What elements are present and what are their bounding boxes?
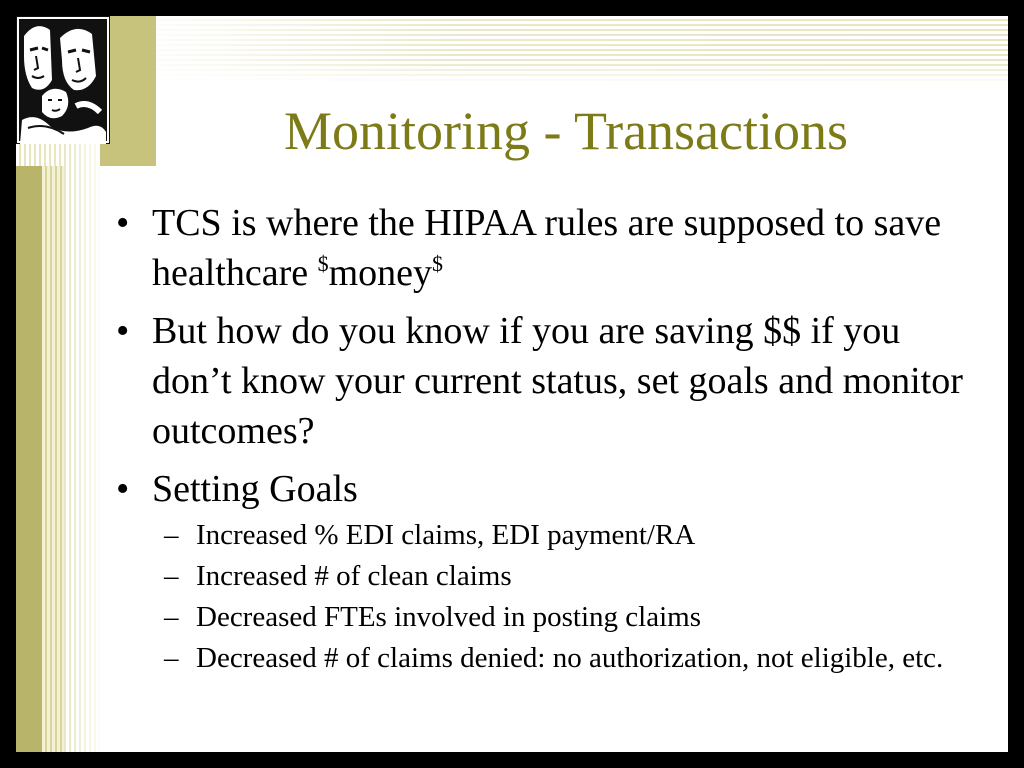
bullet-item (108, 198, 988, 298)
bullet-text: Setting Goals (152, 468, 358, 510)
slide-title: Monitoring - Transactions (283, 101, 849, 161)
sub-bullet-text: Decreased FTEs involved in posting claims (196, 601, 701, 633)
bullet-item (108, 306, 988, 456)
slide-canvas (16, 16, 1008, 752)
sub-bullet-mark: – (164, 642, 179, 674)
family-woodcut-logo-icon (16, 16, 110, 144)
left-stripe-bar-decoration (42, 166, 64, 752)
superscript-dollar: $ (432, 251, 444, 276)
sub-bullet-mark: – (164, 519, 179, 551)
sub-bullet-mark: – (164, 601, 179, 633)
sub-bullet-text: Increased % EDI claims, EDI payment/RA (196, 519, 696, 551)
sub-bullet-item (108, 641, 988, 675)
bullet-mark: • (116, 202, 130, 244)
sub-bullet-text: Increased # of clean claims (196, 560, 512, 592)
bullet-mark: • (116, 468, 130, 510)
bullet-item (108, 464, 988, 514)
sub-bullet-mark: – (164, 560, 179, 592)
left-solid-bar-decoration (16, 166, 42, 752)
sub-bullet-item (108, 518, 988, 552)
bullet-emphasis: money (328, 252, 433, 294)
top-stripe-decoration (156, 16, 1008, 82)
bullet-text: TCS is where the HIPAA rules are supposed to save healthcare (152, 202, 942, 294)
bullet-text: But how do you know if you are saving $$ if you don’t know your current status, set goals and monitor outcomes? (152, 310, 963, 452)
bullet-mark: • (116, 310, 130, 352)
sub-bullet-item (108, 600, 988, 634)
sub-bullet-item (108, 559, 988, 593)
sub-bullet-text: Decreased # of claims denied: no authorization, not eligible, etc. (196, 642, 944, 674)
slide-body (108, 198, 988, 682)
superscript-dollar: $ (317, 251, 329, 276)
